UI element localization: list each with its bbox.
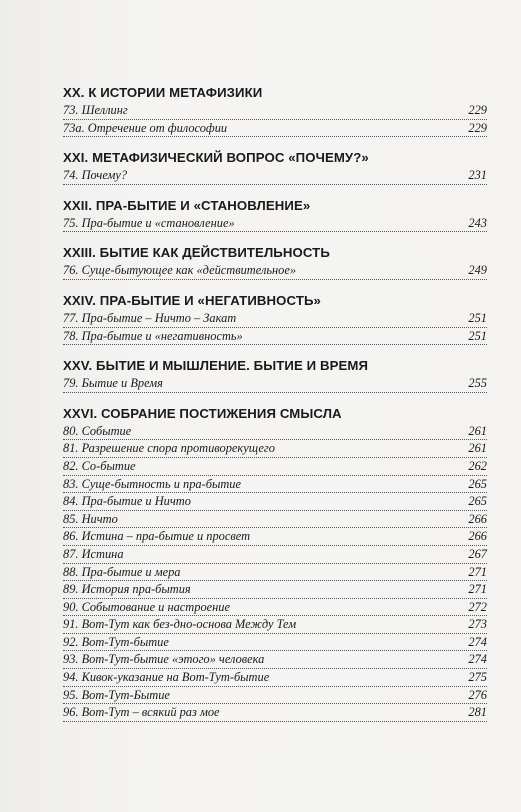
toc-section — [63, 197, 487, 233]
entry-page-number: 251 — [468, 310, 487, 325]
entry-page-number: 274 — [468, 652, 487, 667]
entry-page-number: 229 — [468, 103, 487, 117]
entry-page-number: 276 — [468, 687, 487, 702]
toc-section — [63, 84, 487, 137]
toc-entry — [63, 634, 487, 652]
toc-section — [63, 244, 487, 280]
entry-page-number: 272 — [468, 599, 487, 614]
entry-label: 73. Шеллинг — [63, 103, 128, 117]
toc-entry — [63, 375, 487, 393]
entry-page-number: 261 — [468, 423, 487, 438]
toc-entry — [63, 458, 487, 476]
toc-entry — [63, 669, 487, 687]
entry-label: 86. Истина – пра-бытие и просвет — [63, 529, 251, 544]
toc-entry — [63, 546, 487, 564]
entry-label: 83. Суще-бытность и пра-бытие — [63, 476, 242, 491]
section-title: XXIV. ПРА-БЫТИЕ И «НЕГАТИВНОСТЬ» — [63, 292, 321, 308]
entry-label: 95. Вот-Тут-Бытие — [63, 687, 170, 702]
toc-entry — [63, 102, 487, 120]
entry-label: 93. Вот-Тут-бытие «этого» человека — [63, 652, 265, 667]
toc-entry — [63, 493, 487, 511]
entry-label: 91. Вот-Тут как без-дно-основа Между Тем — [63, 617, 297, 632]
entry-page-number: 229 — [468, 120, 487, 135]
toc-entry — [63, 262, 487, 280]
entry-label: 87. Истина — [63, 546, 124, 561]
toc-entry — [63, 167, 487, 185]
section-title: XXII. ПРА-БЫТИЕ И «СТАНОВЛЕНИЕ» — [63, 197, 311, 213]
entry-label: 80. Событие — [63, 423, 132, 438]
toc-entry — [63, 423, 487, 441]
entry-page-number: 251 — [468, 328, 487, 343]
toc-entry — [63, 310, 487, 328]
entry-page-number: 281 — [468, 705, 487, 720]
section-title: XXI. МЕТАФИЗИЧЕСКИЙ ВОПРОС «ПОЧЕМУ?» — [63, 150, 369, 166]
section-title: XXIII. БЫТИЕ КАК ДЕЙСТВИТЕЛЬНОСТЬ — [63, 245, 330, 261]
entry-page-number: 266 — [468, 511, 487, 526]
entry-page-number: 262 — [468, 458, 487, 473]
toc-entry — [63, 564, 487, 582]
toc-entry — [63, 704, 487, 722]
entry-label: 79. Бытие и Время — [63, 376, 163, 391]
entry-page-number: 271 — [468, 564, 487, 579]
toc-entry — [63, 528, 487, 546]
toc-section — [63, 357, 487, 393]
entry-page-number: 274 — [468, 634, 487, 649]
entry-label: 90. Событование и настроение — [63, 599, 230, 614]
entry-page-number: 265 — [468, 494, 487, 509]
entry-page-number: 267 — [468, 546, 487, 561]
toc-section — [63, 292, 487, 345]
table-of-contents — [63, 84, 487, 734]
toc-entry — [63, 476, 487, 494]
section-title: XXV. БЫТИЕ И МЫШЛЕНИЕ. БЫТИЕ И ВРЕМЯ — [63, 358, 369, 374]
toc-entry — [63, 616, 487, 634]
entry-page-number: 249 — [468, 263, 487, 278]
entry-label: 94. Кивок-указание на Вот-Тут-бытие — [63, 670, 270, 685]
entry-page-number: 266 — [468, 529, 487, 544]
entry-label: 96. Вот-Тут – всякий раз мое — [63, 705, 220, 720]
entry-label: 73а. Отречение от философии — [63, 120, 228, 135]
toc-section — [63, 405, 487, 722]
entry-page-number: 273 — [468, 617, 487, 632]
entry-label: 77. Пра-бытие – Ничто – Закат — [63, 310, 237, 325]
entry-label: 88. Пра-бытие и мера — [63, 564, 181, 579]
entry-label: 85. Ничто — [63, 511, 118, 526]
entry-label: 76. Суще-бытующее как «действительное» — [63, 263, 297, 278]
entry-page-number: 261 — [468, 441, 487, 456]
toc-entry — [63, 120, 487, 138]
toc-section — [63, 149, 487, 185]
entry-page-number: 265 — [468, 476, 487, 491]
toc-entry — [63, 511, 487, 529]
toc-entry — [63, 328, 487, 346]
entry-label: 84. Пра-бытие и Ничто — [63, 494, 191, 509]
entry-label: 92. Вот-Тут-бытие — [63, 634, 169, 649]
entry-label: 75. Пра-бытие и «становление» — [63, 215, 235, 230]
entry-page-number: 243 — [468, 215, 487, 230]
entry-page-number: 271 — [468, 582, 487, 597]
entry-label: 89. История пра-бытия — [63, 582, 191, 597]
section-title: XX. К ИСТОРИИ МЕТАФИЗИКИ — [63, 85, 263, 100]
toc-entry — [63, 687, 487, 705]
entry-label: 74. Почему? — [63, 168, 128, 183]
toc-entry — [63, 599, 487, 617]
entry-label: 78. Пра-бытие и «негативность» — [63, 328, 243, 343]
entry-page-number: 275 — [468, 670, 487, 685]
toc-entry — [63, 440, 487, 458]
entry-page-number: 255 — [468, 376, 487, 391]
entry-page-number: 231 — [468, 168, 487, 183]
section-title: XXVI. СОБРАНИЕ ПОСТИЖЕНИЯ СМЫСЛА — [63, 405, 342, 421]
entry-label: 82. Со-бытие — [63, 458, 136, 473]
toc-entry — [63, 581, 487, 599]
toc-entry — [63, 651, 487, 669]
entry-label: 81. Разрешение спора противорекущего — [63, 441, 275, 456]
toc-entry — [63, 215, 487, 233]
